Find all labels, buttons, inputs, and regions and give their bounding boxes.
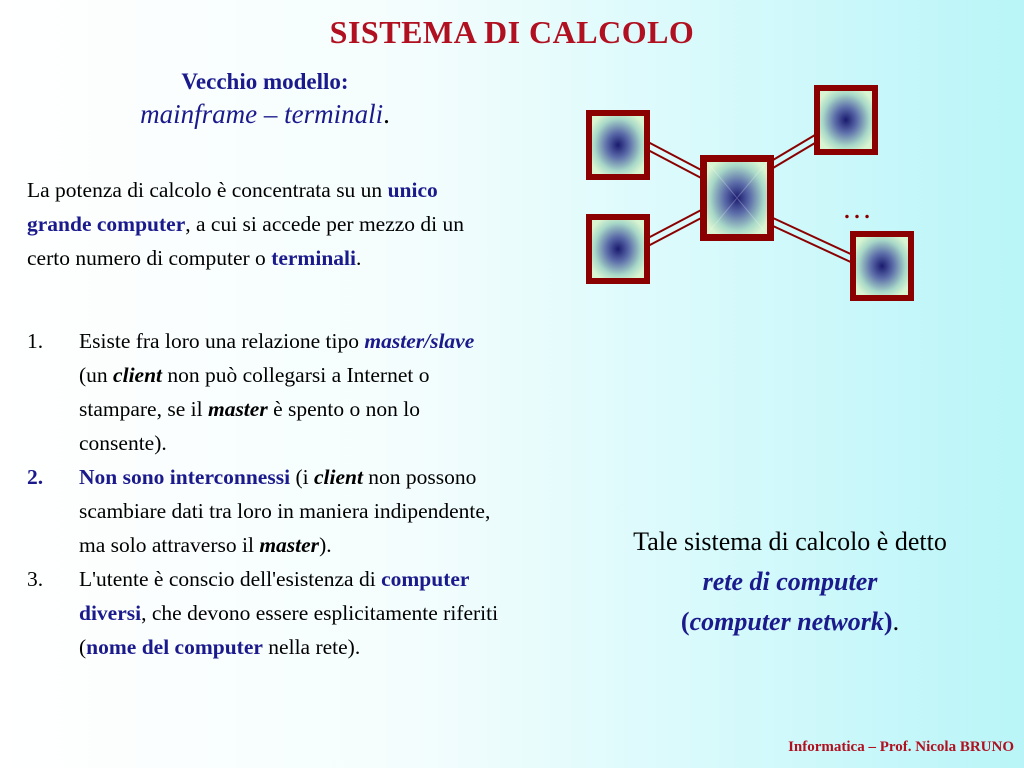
terminal-icon (850, 231, 914, 301)
list-emphasis: master/slave (364, 329, 475, 353)
conclusion (570, 522, 1010, 642)
subtitle-line1: Vecchio modello: (181, 69, 349, 94)
link-terminal-3 (773, 140, 820, 168)
list-keyword: nome del computer (86, 635, 263, 659)
intro-paragraph (27, 173, 507, 275)
intro-text-2: , a cui si accede per mezzo di un certo numero di computer o (27, 212, 465, 270)
link-terminal-1 (648, 142, 705, 172)
diagram-ellipsis: … (842, 192, 872, 225)
list-item-number: 2. (27, 465, 44, 489)
list-emphasis: master (207, 397, 268, 421)
list-text: è spento o non lo consente). (79, 397, 420, 455)
list-item (27, 324, 502, 460)
subtitle-line2: mainframe – terminali (140, 99, 384, 129)
link-terminal-4 (773, 226, 855, 264)
link-terminal-2 (648, 208, 705, 238)
list-item-number: 1. (27, 329, 44, 353)
intro-text-1: La potenza di calcolo è concentrata su un (27, 178, 388, 202)
numbered-list (27, 324, 502, 664)
list-item (27, 562, 502, 664)
list-text: non può collegarsi a Internet o stampare, se il (79, 363, 430, 421)
footer-credit: Informatica – Prof. Nicola BRUNO (788, 739, 1014, 755)
list-text: non possono scambiare dati tra loro in maniera indipendente, ma solo attraverso il (79, 465, 491, 557)
conclusion-close-paren: ) (883, 607, 893, 636)
terminal-icon (814, 85, 878, 155)
conclusion-period: . (892, 607, 900, 636)
list-emphasis: master (259, 533, 320, 557)
subtitle (40, 68, 490, 137)
list-text: , che devono essere esplicitamente riferiti ( (79, 601, 499, 659)
conclusion-open-paren: ( (680, 607, 690, 636)
list-item-number: 3. (27, 567, 44, 591)
intro-keyword-mainframe: unico grande computer (27, 178, 438, 236)
terminal-icon (586, 214, 650, 284)
link-terminal-3 (773, 132, 820, 160)
list-emphasis: client (313, 465, 363, 489)
mainframe-terminal-diagram (575, 80, 925, 310)
page-title: SISTEMA DI CALCOLO (329, 14, 695, 50)
list-text: L'utente è conscio dell'esistenza di (79, 567, 382, 591)
intro-text-3: . (355, 246, 362, 270)
list-text: nella rete). (262, 635, 361, 659)
list-keyword: computer diversi (79, 567, 470, 625)
intro-keyword-terminals: terminali (271, 246, 356, 270)
list-keyword: Non sono interconnessi (79, 465, 291, 489)
conclusion-term-it: rete di computer (702, 567, 878, 596)
conclusion-line1: Tale sistema di calcolo è detto (633, 527, 947, 556)
list-text: (un (79, 363, 114, 387)
conclusion-term-en: computer network (689, 607, 884, 636)
list-emphasis: client (113, 363, 163, 387)
link-terminal-2 (648, 216, 705, 246)
subtitle-period: . (383, 99, 390, 129)
list-text: (i (290, 465, 314, 489)
terminal-icon (586, 110, 650, 180)
list-text: ). (319, 533, 332, 557)
link-terminal-1 (648, 150, 705, 180)
list-text: Esiste fra loro una relazione tipo (79, 329, 365, 353)
mainframe-icon (700, 155, 774, 241)
list-item (27, 460, 502, 562)
